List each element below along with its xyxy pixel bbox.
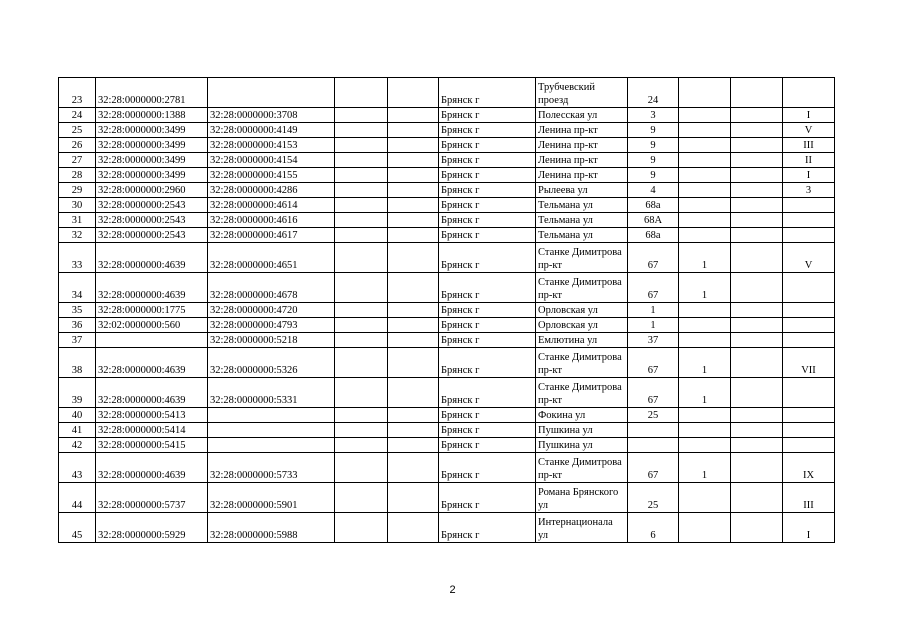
empty-col-5-cell	[388, 198, 439, 213]
empty-col-10-cell	[731, 243, 783, 273]
cadastral-number-1-cell: 32:28:0000000:3499	[96, 153, 208, 168]
city-cell: Брянск г	[439, 423, 536, 438]
house-number-cell	[628, 423, 679, 438]
house-number-cell: 24	[628, 78, 679, 108]
cadastral-number-1-cell: 32:28:0000000:2543	[96, 198, 208, 213]
unit-cell	[783, 213, 835, 228]
city-cell: Брянск г	[439, 108, 536, 123]
street-cell: Полесская ул	[536, 108, 628, 123]
building-cell: 1	[679, 348, 731, 378]
street-cell: Романа Брянского ул	[536, 483, 628, 513]
building-cell: 1	[679, 453, 731, 483]
empty-col-4-cell	[335, 213, 388, 228]
empty-col-5-cell	[388, 348, 439, 378]
unit-cell	[783, 423, 835, 438]
city-cell: Брянск г	[439, 408, 536, 423]
building-cell	[679, 333, 731, 348]
cadastral-number-2-cell: 32:28:0000000:3708	[208, 108, 335, 123]
house-number-cell: 1	[628, 303, 679, 318]
street-cell: Интернационала ул	[536, 513, 628, 543]
unit-cell: I	[783, 108, 835, 123]
unit-cell: V	[783, 243, 835, 273]
row-number-cell: 42	[59, 438, 96, 453]
city-cell: Брянск г	[439, 138, 536, 153]
empty-col-4-cell	[335, 453, 388, 483]
cadastral-number-2-cell: 32:28:0000000:4793	[208, 318, 335, 333]
cadastral-number-1-cell: 32:28:0000000:3499	[96, 138, 208, 153]
table-row	[59, 408, 835, 423]
empty-col-10-cell	[731, 198, 783, 213]
empty-col-5-cell	[388, 333, 439, 348]
row-number-cell: 32	[59, 228, 96, 243]
table-row	[59, 78, 835, 108]
cadastral-number-1-cell: 32:28:0000000:2543	[96, 228, 208, 243]
unit-cell	[783, 438, 835, 453]
row-number-cell: 24	[59, 108, 96, 123]
city-cell: Брянск г	[439, 483, 536, 513]
cadastral-number-1-cell: 32:28:0000000:4639	[96, 348, 208, 378]
empty-col-4-cell	[335, 153, 388, 168]
row-number-cell: 25	[59, 123, 96, 138]
building-cell: 1	[679, 243, 731, 273]
empty-col-5-cell	[388, 228, 439, 243]
unit-cell: V	[783, 123, 835, 138]
street-cell: Станке Димитрова пр-кт	[536, 453, 628, 483]
cadastral-number-1-cell: 32:28:0000000:2960	[96, 183, 208, 198]
table-row	[59, 198, 835, 213]
empty-col-10-cell	[731, 483, 783, 513]
row-number-cell: 37	[59, 333, 96, 348]
cadastral-number-1-cell: 32:28:0000000:5413	[96, 408, 208, 423]
house-number-cell: 67	[628, 273, 679, 303]
city-cell: Брянск г	[439, 273, 536, 303]
table-row	[59, 378, 835, 408]
empty-col-10-cell	[731, 513, 783, 543]
unit-cell	[783, 303, 835, 318]
empty-col-10-cell	[731, 438, 783, 453]
table-row	[59, 123, 835, 138]
street-cell: Станке Димитрова пр-кт	[536, 378, 628, 408]
house-number-cell: 67	[628, 378, 679, 408]
unit-cell	[783, 378, 835, 408]
empty-col-5-cell	[388, 243, 439, 273]
empty-col-4-cell	[335, 108, 388, 123]
cadastral-number-2-cell	[208, 423, 335, 438]
empty-col-10-cell	[731, 333, 783, 348]
street-cell: Ленина пр-кт	[536, 153, 628, 168]
empty-col-10-cell	[731, 378, 783, 408]
empty-col-5-cell	[388, 318, 439, 333]
city-cell: Брянск г	[439, 333, 536, 348]
empty-col-4-cell	[335, 78, 388, 108]
city-cell: Брянск г	[439, 318, 536, 333]
empty-col-10-cell	[731, 213, 783, 228]
empty-col-4-cell	[335, 183, 388, 198]
cadastral-number-1-cell: 32:28:0000000:5415	[96, 438, 208, 453]
empty-col-5-cell	[388, 423, 439, 438]
empty-col-4-cell	[335, 198, 388, 213]
empty-col-5-cell	[388, 108, 439, 123]
empty-col-5-cell	[388, 408, 439, 423]
empty-col-5-cell	[388, 303, 439, 318]
building-cell	[679, 213, 731, 228]
unit-cell	[783, 228, 835, 243]
cadastral-number-2-cell: 32:28:0000000:5331	[208, 378, 335, 408]
cadastral-number-2-cell: 32:28:0000000:4153	[208, 138, 335, 153]
cadastral-number-2-cell	[208, 438, 335, 453]
unit-cell	[783, 333, 835, 348]
building-cell	[679, 438, 731, 453]
unit-cell	[783, 408, 835, 423]
city-cell: Брянск г	[439, 153, 536, 168]
street-cell: Тельмана ул	[536, 198, 628, 213]
row-number-cell: 23	[59, 78, 96, 108]
unit-cell	[783, 78, 835, 108]
unit-cell: 3	[783, 183, 835, 198]
empty-col-5-cell	[388, 213, 439, 228]
row-number-cell: 28	[59, 168, 96, 183]
house-number-cell: 25	[628, 483, 679, 513]
empty-col-10-cell	[731, 138, 783, 153]
empty-col-4-cell	[335, 513, 388, 543]
city-cell: Брянск г	[439, 438, 536, 453]
building-cell	[679, 138, 731, 153]
empty-col-4-cell	[335, 168, 388, 183]
street-cell: Ленина пр-кт	[536, 123, 628, 138]
table-row	[59, 348, 835, 378]
empty-col-10-cell	[731, 303, 783, 318]
building-cell	[679, 183, 731, 198]
row-number-cell: 40	[59, 408, 96, 423]
street-cell: Пушкина ул	[536, 438, 628, 453]
empty-col-5-cell	[388, 153, 439, 168]
cadastral-number-2-cell: 32:28:0000000:4720	[208, 303, 335, 318]
table-row	[59, 423, 835, 438]
table-row	[59, 318, 835, 333]
cadastral-number-1-cell: 32:28:0000000:2543	[96, 213, 208, 228]
table-row	[59, 183, 835, 198]
empty-col-5-cell	[388, 453, 439, 483]
house-number-cell: 9	[628, 138, 679, 153]
building-cell	[679, 423, 731, 438]
street-cell: Ленина пр-кт	[536, 138, 628, 153]
row-number-cell: 35	[59, 303, 96, 318]
row-number-cell: 36	[59, 318, 96, 333]
house-number-cell: 9	[628, 168, 679, 183]
unit-cell	[783, 273, 835, 303]
cadastral-number-2-cell: 32:28:0000000:5218	[208, 333, 335, 348]
empty-col-5-cell	[388, 438, 439, 453]
unit-cell: II	[783, 153, 835, 168]
street-cell: Тельмана ул	[536, 213, 628, 228]
cadastral-number-2-cell: 32:28:0000000:4614	[208, 198, 335, 213]
house-number-cell: 37	[628, 333, 679, 348]
table-row	[59, 438, 835, 453]
empty-col-10-cell	[731, 78, 783, 108]
cadastral-number-1-cell: 32:28:0000000:5414	[96, 423, 208, 438]
empty-col-4-cell	[335, 438, 388, 453]
row-number-cell: 43	[59, 453, 96, 483]
street-cell: Станке Димитрова пр-кт	[536, 273, 628, 303]
street-cell: Фокина ул	[536, 408, 628, 423]
house-number-cell: 67	[628, 243, 679, 273]
cadastral-number-1-cell: 32:28:0000000:5929	[96, 513, 208, 543]
street-cell: Станке Димитрова пр-кт	[536, 243, 628, 273]
cadastral-number-2-cell: 32:28:0000000:5733	[208, 453, 335, 483]
page-number: 2	[449, 584, 456, 596]
house-number-cell: 9	[628, 153, 679, 168]
city-cell: Брянск г	[439, 378, 536, 408]
cadastral-number-2-cell	[208, 408, 335, 423]
building-cell	[679, 198, 731, 213]
house-number-cell: 68а	[628, 198, 679, 213]
empty-col-4-cell	[335, 423, 388, 438]
empty-col-5-cell	[388, 513, 439, 543]
empty-col-4-cell	[335, 243, 388, 273]
empty-col-10-cell	[731, 228, 783, 243]
cadastral-number-2-cell	[208, 78, 335, 108]
cadastral-number-2-cell: 32:28:0000000:4286	[208, 183, 335, 198]
city-cell: Брянск г	[439, 198, 536, 213]
house-number-cell: 1	[628, 318, 679, 333]
house-number-cell: 68А	[628, 213, 679, 228]
building-cell: 1	[679, 378, 731, 408]
street-cell: Орловская ул	[536, 303, 628, 318]
table-row	[59, 333, 835, 348]
empty-col-10-cell	[731, 123, 783, 138]
empty-col-5-cell	[388, 378, 439, 408]
table-row	[59, 453, 835, 483]
cadastral-number-1-cell: 32:28:0000000:5737	[96, 483, 208, 513]
empty-col-4-cell	[335, 303, 388, 318]
table-row	[59, 513, 835, 543]
empty-col-10-cell	[731, 453, 783, 483]
empty-col-5-cell	[388, 483, 439, 513]
row-number-cell: 33	[59, 243, 96, 273]
city-cell: Брянск г	[439, 123, 536, 138]
cadastral-number-2-cell: 32:28:0000000:4678	[208, 273, 335, 303]
city-cell: Брянск г	[439, 348, 536, 378]
house-number-cell: 67	[628, 453, 679, 483]
unit-cell: III	[783, 138, 835, 153]
house-number-cell	[628, 438, 679, 453]
city-cell: Брянск г	[439, 213, 536, 228]
empty-col-10-cell	[731, 408, 783, 423]
house-number-cell: 9	[628, 123, 679, 138]
row-number-cell: 44	[59, 483, 96, 513]
city-cell: Брянск г	[439, 453, 536, 483]
building-cell	[679, 108, 731, 123]
house-number-cell: 68а	[628, 228, 679, 243]
empty-col-10-cell	[731, 183, 783, 198]
house-number-cell: 67	[628, 348, 679, 378]
building-cell	[679, 303, 731, 318]
table-row	[59, 483, 835, 513]
city-cell: Брянск г	[439, 243, 536, 273]
street-cell: Орловская ул	[536, 318, 628, 333]
table-row	[59, 243, 835, 273]
row-number-cell: 27	[59, 153, 96, 168]
cadastral-number-1-cell: 32:28:0000000:3499	[96, 168, 208, 183]
building-cell	[679, 228, 731, 243]
unit-cell	[783, 318, 835, 333]
row-number-cell: 30	[59, 198, 96, 213]
empty-col-4-cell	[335, 483, 388, 513]
building-cell	[679, 123, 731, 138]
house-number-cell: 25	[628, 408, 679, 423]
street-cell: Трубчевский проезд	[536, 78, 628, 108]
cadastral-number-1-cell: 32:28:0000000:4639	[96, 378, 208, 408]
cadastral-number-1-cell: 32:28:0000000:4639	[96, 273, 208, 303]
building-cell	[679, 318, 731, 333]
building-cell	[679, 168, 731, 183]
empty-col-5-cell	[388, 123, 439, 138]
house-number-cell: 6	[628, 513, 679, 543]
property-table	[58, 77, 835, 543]
cadastral-number-2-cell: 32:28:0000000:4154	[208, 153, 335, 168]
cadastral-number-1-cell: 32:28:0000000:1775	[96, 303, 208, 318]
empty-col-4-cell	[335, 408, 388, 423]
street-cell: Станке Димитрова пр-кт	[536, 348, 628, 378]
street-cell: Емлютина ул	[536, 333, 628, 348]
unit-cell: I	[783, 168, 835, 183]
building-cell	[679, 408, 731, 423]
empty-col-10-cell	[731, 273, 783, 303]
table-row	[59, 303, 835, 318]
row-number-cell: 26	[59, 138, 96, 153]
row-number-cell: 31	[59, 213, 96, 228]
empty-col-4-cell	[335, 318, 388, 333]
table-body	[59, 78, 835, 543]
cadastral-number-2-cell: 32:28:0000000:4149	[208, 123, 335, 138]
cadastral-number-1-cell: 32:28:0000000:3499	[96, 123, 208, 138]
empty-col-4-cell	[335, 348, 388, 378]
empty-col-5-cell	[388, 183, 439, 198]
city-cell: Брянск г	[439, 78, 536, 108]
table-row	[59, 213, 835, 228]
row-number-cell: 38	[59, 348, 96, 378]
building-cell: 1	[679, 273, 731, 303]
cadastral-number-2-cell: 32:28:0000000:4155	[208, 168, 335, 183]
empty-col-4-cell	[335, 123, 388, 138]
property-table-container	[58, 77, 835, 543]
unit-cell: IX	[783, 453, 835, 483]
building-cell	[679, 153, 731, 168]
cadastral-number-2-cell: 32:28:0000000:4651	[208, 243, 335, 273]
cadastral-number-2-cell: 32:28:0000000:4617	[208, 228, 335, 243]
cadastral-number-1-cell: 32:28:0000000:1388	[96, 108, 208, 123]
city-cell: Брянск г	[439, 168, 536, 183]
table-row	[59, 273, 835, 303]
cadastral-number-2-cell: 32:28:0000000:5326	[208, 348, 335, 378]
cadastral-number-1-cell: 32:28:0000000:2781	[96, 78, 208, 108]
cadastral-number-1-cell	[96, 333, 208, 348]
house-number-cell: 3	[628, 108, 679, 123]
street-cell: Рылеева ул	[536, 183, 628, 198]
empty-col-5-cell	[388, 138, 439, 153]
row-number-cell: 29	[59, 183, 96, 198]
empty-col-5-cell	[388, 78, 439, 108]
row-number-cell: 45	[59, 513, 96, 543]
empty-col-10-cell	[731, 348, 783, 378]
cadastral-number-1-cell: 32:02:0000000:560	[96, 318, 208, 333]
unit-cell: I	[783, 513, 835, 543]
city-cell: Брянск г	[439, 513, 536, 543]
house-number-cell: 4	[628, 183, 679, 198]
empty-col-5-cell	[388, 168, 439, 183]
empty-col-4-cell	[335, 228, 388, 243]
row-number-cell: 41	[59, 423, 96, 438]
city-cell: Брянск г	[439, 183, 536, 198]
empty-col-5-cell	[388, 273, 439, 303]
unit-cell	[783, 198, 835, 213]
empty-col-10-cell	[731, 153, 783, 168]
empty-col-10-cell	[731, 423, 783, 438]
city-cell: Брянск г	[439, 303, 536, 318]
street-cell: Пушкина ул	[536, 423, 628, 438]
unit-cell: III	[783, 483, 835, 513]
cadastral-number-1-cell: 32:28:0000000:4639	[96, 453, 208, 483]
cadastral-number-2-cell: 32:28:0000000:5988	[208, 513, 335, 543]
table-row	[59, 168, 835, 183]
building-cell	[679, 78, 731, 108]
empty-col-4-cell	[335, 333, 388, 348]
table-row	[59, 138, 835, 153]
row-number-cell: 39	[59, 378, 96, 408]
street-cell: Ленина пр-кт	[536, 168, 628, 183]
unit-cell: VII	[783, 348, 835, 378]
building-cell	[679, 513, 731, 543]
cadastral-number-2-cell: 32:28:0000000:4616	[208, 213, 335, 228]
table-row	[59, 108, 835, 123]
cadastral-number-2-cell: 32:28:0000000:5901	[208, 483, 335, 513]
table-row	[59, 153, 835, 168]
empty-col-10-cell	[731, 168, 783, 183]
city-cell: Брянск г	[439, 228, 536, 243]
table-row	[59, 228, 835, 243]
empty-col-10-cell	[731, 318, 783, 333]
cadastral-number-1-cell: 32:28:0000000:4639	[96, 243, 208, 273]
row-number-cell: 34	[59, 273, 96, 303]
building-cell	[679, 483, 731, 513]
empty-col-4-cell	[335, 273, 388, 303]
empty-col-4-cell	[335, 138, 388, 153]
empty-col-4-cell	[335, 378, 388, 408]
street-cell: Тельмана ул	[536, 228, 628, 243]
empty-col-10-cell	[731, 108, 783, 123]
